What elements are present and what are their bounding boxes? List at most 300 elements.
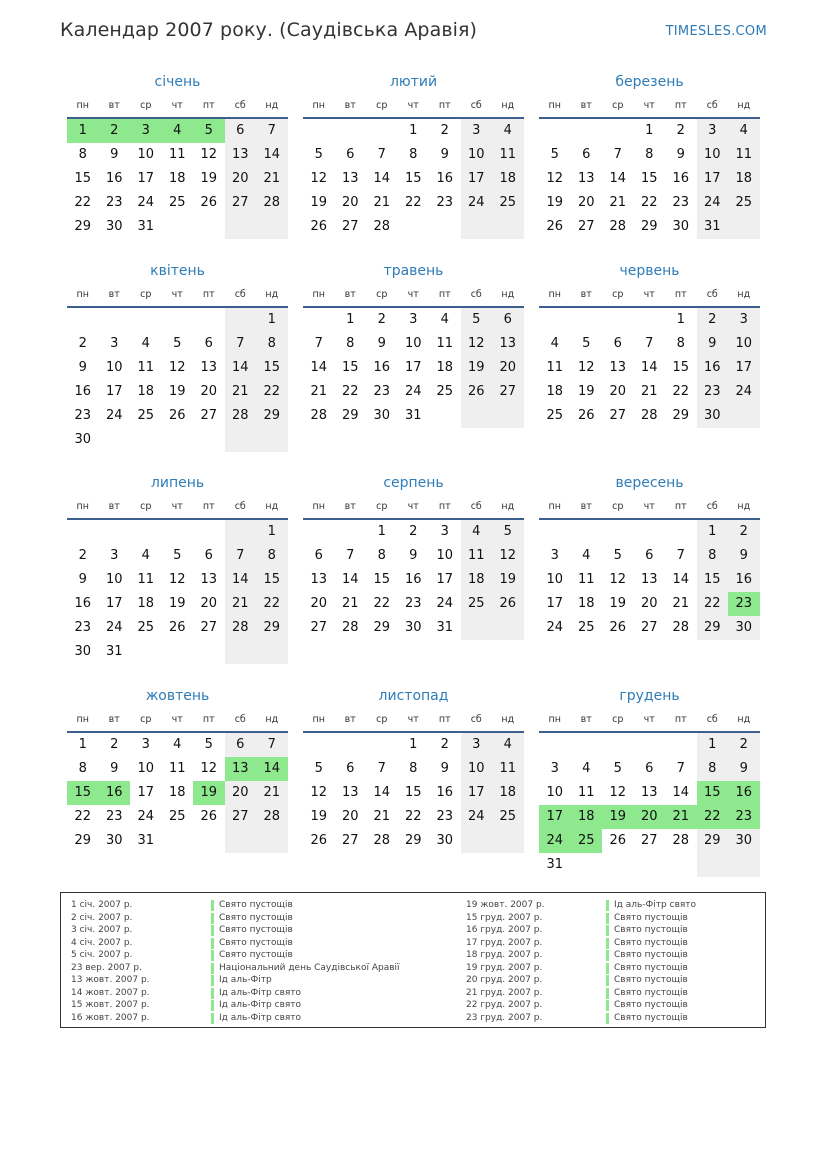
legend-color-bar <box>606 938 609 949</box>
day-cell: 19 <box>546 195 564 210</box>
day-cell: 16 <box>436 785 454 800</box>
legend-color-bar <box>606 1000 609 1011</box>
legend-date: 19 груд. 2007 р. <box>466 962 543 973</box>
day-cell: 12 <box>546 171 564 186</box>
empty-cell <box>67 520 99 544</box>
empty-cell <box>602 308 634 332</box>
weekday-header: нд <box>728 707 760 733</box>
weekday-header: нд <box>492 494 524 520</box>
legend-holiday-name: Національний день Саудівської Аравії <box>219 962 400 973</box>
day-cell: 2 <box>99 119 131 143</box>
day-cell: 2 <box>697 308 729 332</box>
legend-holiday-name: Свято пустощів <box>614 975 688 985</box>
day-cell: 7 <box>256 733 288 757</box>
legend-color-bar <box>211 1000 214 1011</box>
empty-cell <box>461 829 493 853</box>
empty-cell <box>225 640 257 664</box>
day-cell: 29 <box>404 833 422 848</box>
legend-row <box>466 962 756 975</box>
legend-row <box>466 1012 756 1025</box>
day-cell: 16 <box>728 568 760 592</box>
day-cell: 21 <box>225 380 257 404</box>
weekday-header: нд <box>728 282 760 308</box>
day-cell: 11 <box>137 360 155 375</box>
legend-color-bar <box>211 900 214 911</box>
day-cell: 8 <box>676 336 685 351</box>
day-cell: 30 <box>404 620 422 635</box>
day-cell: 24 <box>728 380 760 404</box>
day-cell: 1 <box>346 312 355 327</box>
day-cell: 18 <box>137 596 155 611</box>
day-cell: 23 <box>728 805 760 829</box>
weekday-header: нд <box>728 494 760 520</box>
day-cell: 15 <box>67 781 99 805</box>
day-cell: 20 <box>225 167 257 191</box>
legend-holiday-name: Свято пустощів <box>219 950 293 960</box>
day-cell: 25 <box>137 620 155 635</box>
day-cell: 9 <box>110 761 119 776</box>
day-cell: 4 <box>492 733 524 757</box>
day-cell: 21 <box>225 592 257 616</box>
day-cell: 31 <box>137 219 155 234</box>
legend-holiday-name: Свято пустощів <box>614 925 688 935</box>
legend-date: 16 жовт. 2007 р. <box>71 1012 150 1023</box>
day-cell: 29 <box>697 616 729 640</box>
legend-row <box>71 899 451 912</box>
day-cell: 24 <box>539 829 571 853</box>
day-cell: 26 <box>577 408 595 423</box>
weekday-header: пн <box>539 707 571 733</box>
day-cell: 6 <box>204 336 213 351</box>
day-cell: 12 <box>609 572 627 587</box>
day-cell: 8 <box>377 548 386 563</box>
weekday-header: ср <box>130 93 162 119</box>
day-cell: 19 <box>577 384 595 399</box>
day-cell: 13 <box>577 171 595 186</box>
day-cell: 11 <box>436 336 454 351</box>
day-cell: 3 <box>409 312 418 327</box>
legend-holiday-name: Ід аль-Фітр свято <box>614 900 697 910</box>
weekday-header: чт <box>162 282 194 308</box>
weekday-header: пт <box>665 707 697 733</box>
weekday-header: пт <box>193 93 225 119</box>
day-cell: 28 <box>256 805 288 829</box>
day-cell: 21 <box>672 596 690 611</box>
empty-cell <box>99 308 131 332</box>
day-cell: 18 <box>728 167 760 191</box>
day-cell: 8 <box>256 544 288 568</box>
day-cell: 10 <box>461 757 493 781</box>
day-cell: 16 <box>436 171 454 186</box>
day-cell: 25 <box>461 592 493 616</box>
day-cell: 17 <box>137 171 155 186</box>
weekday-header: пн <box>539 93 571 119</box>
weekday-header: пн <box>303 282 335 308</box>
day-cell: 24 <box>137 809 155 824</box>
day-cell: 9 <box>440 147 449 162</box>
legend-color-bar <box>606 975 609 986</box>
day-cell: 16 <box>105 171 123 186</box>
day-cell: 15 <box>672 360 690 375</box>
month-5 <box>303 260 524 428</box>
day-cell: 14 <box>256 143 288 167</box>
day-cell: 25 <box>577 620 595 635</box>
day-cell: 20 <box>200 596 218 611</box>
day-cell: 1 <box>377 524 386 539</box>
empty-cell <box>225 308 257 332</box>
legend-color-bar <box>211 938 214 949</box>
day-cell: 11 <box>492 757 524 781</box>
weekday-header: вт <box>335 494 367 520</box>
day-cell: 7 <box>645 336 654 351</box>
empty-cell <box>728 853 760 877</box>
weekday-header: нд <box>492 93 524 119</box>
day-cell: 21 <box>256 781 288 805</box>
month-name: квітень <box>150 263 205 279</box>
day-cell: 22 <box>373 596 391 611</box>
day-cell: 26 <box>609 620 627 635</box>
day-cell: 4 <box>728 119 760 143</box>
weekday-header: чт <box>162 93 194 119</box>
day-cell: 18 <box>492 781 524 805</box>
day-cell: 7 <box>225 544 257 568</box>
weekday-header: чт <box>634 707 666 733</box>
empty-cell <box>130 308 162 332</box>
weekday-header: сб <box>461 494 493 520</box>
weekday-header: пт <box>665 282 697 308</box>
day-cell: 24 <box>105 620 123 635</box>
day-cell: 7 <box>377 147 386 162</box>
day-cell: 28 <box>672 833 690 848</box>
weekday-header: вт <box>335 93 367 119</box>
day-cell: 16 <box>697 356 729 380</box>
legend-holiday-name: Ід аль-Фітр свято <box>219 1000 302 1010</box>
day-cell: 30 <box>74 432 92 447</box>
day-cell: 29 <box>373 620 391 635</box>
legend-date: 17 груд. 2007 р. <box>466 937 543 948</box>
empty-cell <box>335 520 367 544</box>
day-cell: 27 <box>577 219 595 234</box>
day-cell: 28 <box>672 620 690 635</box>
weekday-header: нд <box>256 93 288 119</box>
day-cell: 25 <box>492 191 524 215</box>
weekday-header: сб <box>697 93 729 119</box>
month-name: лютий <box>389 74 438 90</box>
empty-cell <box>539 520 571 544</box>
legend-date: 19 жовт. 2007 р. <box>466 900 545 910</box>
month-name: червень <box>619 263 680 279</box>
day-cell: 7 <box>314 336 323 351</box>
day-cell: 13 <box>200 572 218 587</box>
day-cell: 14 <box>373 171 391 186</box>
day-cell: 7 <box>256 119 288 143</box>
day-cell: 30 <box>672 219 690 234</box>
day-cell: 12 <box>200 147 218 162</box>
legend-color-bar <box>606 1013 609 1024</box>
day-cell: 4 <box>141 548 150 563</box>
day-cell: 10 <box>697 143 729 167</box>
day-cell: 19 <box>168 596 186 611</box>
day-cell: 26 <box>200 195 218 210</box>
weekday-header: сб <box>225 494 257 520</box>
day-cell: 15 <box>74 171 92 186</box>
day-cell: 1 <box>256 520 288 544</box>
day-cell: 19 <box>168 384 186 399</box>
legend-color-bar <box>211 1013 214 1024</box>
day-cell: 5 <box>492 520 524 544</box>
month-name: вересень <box>615 475 684 491</box>
weekday-header: пт <box>429 707 461 733</box>
day-cell: 28 <box>373 219 391 234</box>
day-cell: 14 <box>225 568 257 592</box>
day-cell: 15 <box>256 568 288 592</box>
day-cell: 23 <box>404 596 422 611</box>
day-cell: 5 <box>204 737 213 752</box>
empty-cell <box>634 853 666 877</box>
day-cell: 24 <box>137 195 155 210</box>
day-cell: 27 <box>225 191 257 215</box>
day-cell: 30 <box>728 829 760 853</box>
legend-color-bar <box>606 988 609 999</box>
day-cell: 20 <box>200 384 218 399</box>
day-cell: 6 <box>645 761 654 776</box>
empty-cell <box>303 733 335 757</box>
empty-cell <box>665 853 697 877</box>
weekday-header: сб <box>697 707 729 733</box>
day-cell: 9 <box>697 332 729 356</box>
day-cell: 31 <box>137 833 155 848</box>
legend-color-bar <box>211 925 214 936</box>
day-cell: 13 <box>609 360 627 375</box>
day-cell: 15 <box>341 360 359 375</box>
legend-row <box>466 974 756 987</box>
day-cell: 11 <box>168 761 186 776</box>
day-cell: 11 <box>492 143 524 167</box>
weekday-header: ср <box>366 707 398 733</box>
day-cell: 5 <box>193 119 225 143</box>
day-cell: 17 <box>137 785 155 800</box>
empty-cell <box>225 829 257 853</box>
legend-row <box>466 999 756 1012</box>
weekday-header: сб <box>697 282 729 308</box>
day-cell: 14 <box>256 757 288 781</box>
weekday-header: ср <box>366 494 398 520</box>
day-cell: 7 <box>676 548 685 563</box>
day-cell: 23 <box>697 380 729 404</box>
day-cell: 1 <box>676 312 685 327</box>
day-cell: 18 <box>168 171 186 186</box>
day-cell: 25 <box>168 809 186 824</box>
month-grid <box>303 93 524 239</box>
weekday-header: сб <box>461 93 493 119</box>
day-cell: 21 <box>310 384 328 399</box>
day-cell: 29 <box>640 219 658 234</box>
day-cell: 17 <box>404 360 422 375</box>
legend-row <box>71 924 451 937</box>
month-7 <box>67 472 288 664</box>
legend-date: 14 жовт. 2007 р. <box>71 987 150 998</box>
site-link[interactable]: TIMESLES.COM <box>665 24 767 39</box>
day-cell: 6 <box>346 761 355 776</box>
empty-cell <box>225 428 257 452</box>
day-cell: 6 <box>645 548 654 563</box>
day-cell: 16 <box>99 781 131 805</box>
empty-cell <box>162 520 194 544</box>
weekday-header: чт <box>398 93 430 119</box>
day-cell: 16 <box>74 596 92 611</box>
empty-cell <box>602 733 634 757</box>
legend-column-left <box>71 899 451 1024</box>
day-cell: 2 <box>440 737 449 752</box>
day-cell: 23 <box>436 195 454 210</box>
day-cell: 17 <box>461 781 493 805</box>
weekday-header: пт <box>429 494 461 520</box>
day-cell: 16 <box>404 572 422 587</box>
day-cell: 21 <box>665 805 697 829</box>
day-cell: 9 <box>440 761 449 776</box>
day-cell: 6 <box>225 733 257 757</box>
day-cell: 19 <box>602 805 634 829</box>
day-cell: 20 <box>225 781 257 805</box>
day-cell: 4 <box>173 737 182 752</box>
weekday-header: чт <box>634 494 666 520</box>
day-cell: 12 <box>609 785 627 800</box>
day-cell: 17 <box>436 572 454 587</box>
day-cell: 21 <box>373 195 391 210</box>
day-cell: 17 <box>461 167 493 191</box>
empty-cell <box>335 733 367 757</box>
day-cell: 19 <box>200 171 218 186</box>
legend-row <box>466 899 756 912</box>
day-cell: 4 <box>440 312 449 327</box>
weekday-header: ср <box>602 93 634 119</box>
legend-date: 15 груд. 2007 р. <box>466 912 543 923</box>
empty-cell <box>193 520 225 544</box>
day-cell: 13 <box>640 785 658 800</box>
day-cell: 17 <box>697 167 729 191</box>
empty-cell <box>602 520 634 544</box>
month-2 <box>303 71 524 239</box>
empty-cell <box>130 640 162 664</box>
empty-cell <box>335 119 367 143</box>
legend-row <box>71 974 451 987</box>
empty-cell <box>634 308 666 332</box>
legend-row <box>466 924 756 937</box>
day-cell: 24 <box>461 191 493 215</box>
empty-cell <box>571 520 603 544</box>
day-cell: 10 <box>546 572 564 587</box>
day-cell: 29 <box>672 408 690 423</box>
day-cell: 1 <box>645 123 654 138</box>
legend-date: 4 січ. 2007 р. <box>71 937 133 948</box>
day-cell: 3 <box>110 548 119 563</box>
day-cell: 2 <box>377 312 386 327</box>
empty-cell <box>429 215 461 239</box>
legend-row <box>466 912 756 925</box>
weekday-header: пт <box>665 93 697 119</box>
legend-row <box>71 999 451 1012</box>
empty-cell <box>162 215 194 239</box>
day-cell: 29 <box>74 833 92 848</box>
empty-cell <box>99 428 131 452</box>
day-cell: 8 <box>697 544 729 568</box>
day-cell: 15 <box>697 568 729 592</box>
weekday-header: пт <box>429 93 461 119</box>
day-cell: 11 <box>577 572 595 587</box>
month-name: травень <box>383 263 444 279</box>
day-cell: 24 <box>105 408 123 423</box>
day-cell: 11 <box>728 143 760 167</box>
month-name: грудень <box>619 688 680 704</box>
month-grid <box>67 282 288 452</box>
legend-row <box>466 949 756 962</box>
day-cell: 20 <box>310 596 328 611</box>
day-cell: 2 <box>78 548 87 563</box>
day-cell: 2 <box>110 737 119 752</box>
month-name: листопад <box>378 688 449 704</box>
day-cell: 28 <box>341 620 359 635</box>
empty-cell <box>162 428 194 452</box>
day-cell: 6 <box>314 548 323 563</box>
day-cell: 25 <box>137 408 155 423</box>
empty-cell <box>256 829 288 853</box>
day-cell: 9 <box>409 548 418 563</box>
day-cell: 6 <box>225 119 257 143</box>
day-cell: 26 <box>546 219 564 234</box>
legend-holiday-name: Ід аль-Фітр свято <box>219 987 302 998</box>
legend-row <box>466 987 756 1000</box>
legend-holiday-name: Ід аль-Фітр <box>219 975 272 985</box>
day-cell: 1 <box>256 308 288 332</box>
day-cell: 14 <box>341 572 359 587</box>
legend-holiday-name: Свято пустощів <box>614 912 688 923</box>
day-cell: 20 <box>341 809 359 824</box>
weekday-header: пн <box>67 282 99 308</box>
day-cell: 13 <box>200 360 218 375</box>
empty-cell <box>461 616 493 640</box>
month-grid <box>303 494 524 640</box>
legend-date: 23 вер. 2007 р. <box>71 962 142 973</box>
weekday-header: чт <box>162 494 194 520</box>
legend-date: 21 груд. 2007 р. <box>466 987 543 998</box>
weekday-header: вт <box>99 282 131 308</box>
legend-holiday-name: Ід аль-Фітр свято <box>219 1012 302 1023</box>
month-9 <box>539 472 760 640</box>
day-cell: 18 <box>571 805 603 829</box>
empty-cell <box>366 733 398 757</box>
empty-cell <box>256 215 288 239</box>
legend-row <box>71 937 451 950</box>
day-cell: 28 <box>310 408 328 423</box>
day-cell: 25 <box>168 195 186 210</box>
day-cell: 5 <box>582 336 591 351</box>
day-cell: 30 <box>105 833 123 848</box>
day-cell: 3 <box>141 737 150 752</box>
day-cell: 24 <box>436 596 454 611</box>
weekday-header: чт <box>398 707 430 733</box>
empty-cell <box>492 404 524 428</box>
legend-date: 18 груд. 2007 р. <box>466 950 543 960</box>
day-cell: 20 <box>341 195 359 210</box>
legend-date: 5 січ. 2007 р. <box>71 950 133 960</box>
empty-cell <box>728 404 760 428</box>
day-cell: 24 <box>404 384 422 399</box>
weekday-header: пт <box>193 282 225 308</box>
weekday-header: нд <box>256 707 288 733</box>
day-cell: 10 <box>728 332 760 356</box>
empty-cell <box>256 640 288 664</box>
month-name: липень <box>150 475 205 491</box>
